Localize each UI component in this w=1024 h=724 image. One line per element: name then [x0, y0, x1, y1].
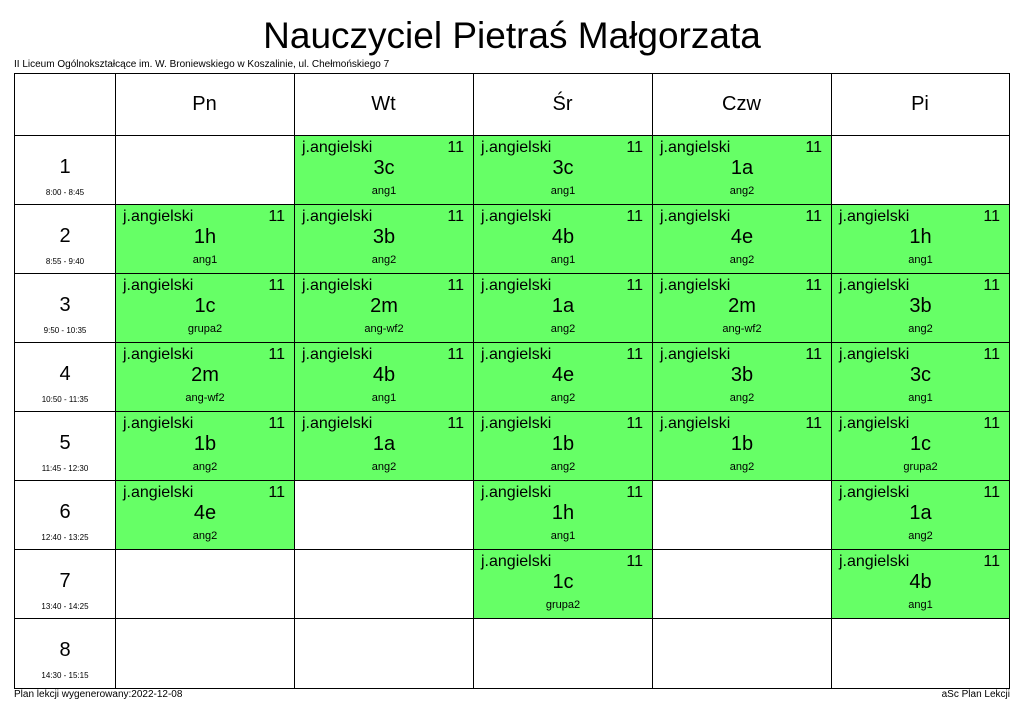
lesson-subject: j.angielski — [123, 346, 194, 363]
lesson-class: 3c — [552, 157, 574, 179]
lesson-subject: j.angielski — [660, 346, 731, 363]
period-time: 14:30 - 15:15 — [41, 671, 89, 680]
lesson-cell — [116, 343, 294, 411]
lesson-room: 11 — [805, 208, 822, 225]
lesson-room: 11 — [626, 139, 643, 156]
lesson-cell — [116, 481, 294, 549]
period-time: 10:50 - 11:35 — [41, 395, 89, 404]
period-number: 2 — [59, 225, 71, 247]
lesson-class: 3b — [372, 226, 396, 248]
period-label — [15, 273, 115, 342]
period-number: 4 — [59, 363, 71, 385]
period-label — [15, 549, 115, 618]
lesson-cell — [653, 412, 831, 480]
lesson-subject: j.angielski — [123, 415, 194, 432]
lesson-group: ang1 — [192, 254, 218, 266]
lesson-group: ang1 — [908, 254, 933, 266]
lesson-cell — [295, 205, 473, 273]
lesson-group: ang2 — [908, 530, 933, 542]
lesson-subject: j.angielski — [660, 277, 731, 294]
lesson-group: grupa2 — [545, 599, 581, 611]
lesson-cell — [832, 205, 1009, 273]
lesson-subject: j.angielski — [481, 277, 552, 294]
generated-date: Plan lekcji wygenerowany:2022-12-08 — [14, 689, 183, 700]
lesson-class: 2m — [728, 295, 756, 317]
lesson-subject: j.angielski — [660, 139, 731, 156]
lesson-cell — [474, 550, 652, 618]
lesson-class: 4b — [909, 571, 932, 593]
lesson-cell — [116, 274, 294, 342]
lesson-class: 1h — [909, 226, 932, 248]
lesson-room: 11 — [447, 346, 464, 363]
lesson-class: 1b — [193, 433, 217, 455]
lesson-group: ang1 — [908, 599, 933, 611]
lesson-group: ang-wf2 — [364, 323, 404, 335]
lesson-subject: j.angielski — [481, 415, 552, 432]
lesson-subject: j.angielski — [481, 208, 552, 225]
grid-column-divider — [831, 74, 832, 688]
lesson-class: 1c — [194, 295, 216, 317]
lesson-group: grupa2 — [187, 323, 223, 335]
lesson-room: 11 — [447, 415, 464, 432]
lesson-subject: j.angielski — [481, 484, 552, 501]
day-header: Czw — [722, 93, 761, 115]
lesson-subject: j.angielski — [839, 553, 910, 570]
lesson-cell — [116, 412, 294, 480]
lesson-subject: j.angielski — [481, 139, 552, 156]
lesson-class: 1b — [730, 433, 754, 455]
lesson-subject: j.angielski — [660, 208, 731, 225]
lesson-cell — [832, 343, 1009, 411]
lesson-class: 1h — [193, 226, 217, 248]
lesson-group: ang1 — [550, 530, 576, 542]
lesson-group: ang2 — [729, 461, 755, 473]
lesson-class: 4e — [193, 502, 217, 524]
lesson-class: 1a — [551, 295, 575, 317]
period-time: 11:45 - 12:30 — [41, 464, 89, 473]
lesson-subject: j.angielski — [481, 553, 552, 570]
lesson-class: 1b — [551, 433, 575, 455]
lesson-room: 11 — [268, 415, 285, 432]
lesson-class: 3c — [909, 364, 932, 386]
lesson-group: ang-wf2 — [722, 323, 762, 335]
lesson-cell — [474, 412, 652, 480]
period-label — [15, 204, 115, 273]
lesson-subject: j.angielski — [660, 415, 731, 432]
lesson-room: 11 — [983, 415, 1000, 432]
period-label — [15, 342, 115, 411]
lesson-room: 11 — [805, 346, 822, 363]
grid-row-divider — [15, 411, 1009, 412]
lesson-subject: j.angielski — [839, 484, 910, 501]
lesson-cell — [653, 274, 831, 342]
grid-row-divider — [15, 135, 1009, 136]
grid-row-divider — [15, 549, 1009, 550]
period-number: 3 — [59, 294, 71, 316]
lesson-cell — [295, 136, 473, 204]
lesson-room: 11 — [983, 277, 1000, 294]
grid-column-divider — [294, 74, 295, 688]
period-number: 1 — [59, 156, 71, 178]
lesson-subject: j.angielski — [123, 484, 194, 501]
lesson-cell — [295, 343, 473, 411]
grid-row-divider — [15, 204, 1009, 205]
lesson-group: ang2 — [729, 254, 755, 266]
lesson-subject: j.angielski — [123, 277, 194, 294]
period-time: 8:55 - 9:40 — [45, 257, 85, 266]
lesson-group: ang1 — [550, 254, 576, 266]
lesson-class: 4e — [551, 364, 575, 386]
grid-row-divider — [15, 618, 1009, 619]
lesson-class: 1a — [372, 433, 396, 455]
lesson-subject: j.angielski — [123, 208, 194, 225]
lesson-subject: j.angielski — [302, 208, 373, 225]
lesson-cell — [832, 412, 1009, 480]
day-header: Śr — [552, 93, 573, 115]
lesson-class: 1a — [730, 157, 754, 179]
lesson-room: 11 — [626, 553, 643, 570]
lesson-room: 11 — [805, 139, 822, 156]
period-time: 12:40 - 13:25 — [41, 533, 89, 542]
grid-row-divider — [15, 480, 1009, 481]
lesson-subject: j.angielski — [302, 346, 373, 363]
lesson-room: 11 — [268, 484, 285, 501]
lesson-room: 11 — [268, 277, 285, 294]
lesson-room: 11 — [983, 553, 1000, 570]
lesson-room: 11 — [983, 484, 1000, 501]
lesson-cell — [474, 136, 652, 204]
grid-column-divider — [473, 74, 474, 688]
lesson-class: 3b — [730, 364, 754, 386]
lesson-subject: j.angielski — [839, 415, 910, 432]
lesson-subject: j.angielski — [302, 139, 373, 156]
lesson-cell — [832, 274, 1009, 342]
period-time: 8:00 - 8:45 — [45, 188, 85, 197]
lesson-group: grupa2 — [903, 461, 938, 473]
period-label — [15, 480, 115, 549]
lesson-class: 4e — [730, 226, 754, 248]
lesson-class: 4b — [372, 364, 396, 386]
day-header: Wt — [371, 93, 396, 115]
period-time: 9:50 - 10:35 — [43, 326, 87, 335]
lesson-room: 11 — [268, 208, 285, 225]
period-label — [15, 135, 115, 204]
lesson-class: 4b — [551, 226, 575, 248]
lesson-group: ang1 — [371, 185, 397, 197]
lesson-group: ang2 — [550, 461, 576, 473]
lesson-group: ang2 — [729, 185, 755, 197]
lesson-class: 3b — [909, 295, 932, 317]
lesson-cell — [653, 136, 831, 204]
school-name: II Liceum Ogólnokształcące im. W. Broniewskiego w Koszalinie, ul. Chełmońskiego 7 — [14, 59, 390, 70]
lesson-group: ang1 — [908, 392, 933, 404]
lesson-subject: j.angielski — [481, 346, 552, 363]
lesson-group: ang2 — [371, 254, 397, 266]
lesson-cell — [474, 274, 652, 342]
lesson-subject: j.angielski — [302, 277, 373, 294]
lesson-cell — [832, 481, 1009, 549]
lesson-group: ang2 — [192, 530, 218, 542]
lesson-group: ang2 — [550, 323, 576, 335]
lesson-room: 11 — [983, 208, 1000, 225]
lesson-group: ang2 — [371, 461, 397, 473]
timetable-grid — [14, 73, 1010, 689]
lesson-cell — [653, 205, 831, 273]
lesson-room: 11 — [626, 415, 643, 432]
lesson-group: ang1 — [550, 185, 576, 197]
period-number: 6 — [59, 501, 71, 523]
period-label — [15, 411, 115, 480]
grid-row-divider — [15, 342, 1009, 343]
lesson-room: 11 — [626, 208, 643, 225]
lesson-group: ang2 — [729, 392, 755, 404]
app-name: aSc Plan Lekcji — [941, 689, 1010, 700]
grid-column-divider — [652, 74, 653, 688]
lesson-class: 2m — [191, 364, 219, 386]
period-number: 8 — [59, 639, 71, 661]
period-number: 7 — [59, 570, 71, 592]
lesson-room: 11 — [983, 346, 1000, 363]
lesson-group: ang2 — [550, 392, 576, 404]
period-label — [15, 618, 115, 688]
grid-row-divider — [15, 273, 1009, 274]
lesson-room: 11 — [447, 277, 464, 294]
lesson-class: 1a — [909, 502, 932, 524]
lesson-room: 11 — [626, 277, 643, 294]
lesson-room: 11 — [805, 415, 822, 432]
lesson-class: 2m — [370, 295, 398, 317]
lesson-group: ang2 — [192, 461, 218, 473]
period-number: 5 — [59, 432, 71, 454]
lesson-room: 11 — [268, 346, 285, 363]
lesson-room: 11 — [447, 139, 464, 156]
lesson-cell — [474, 343, 652, 411]
lesson-cell — [474, 481, 652, 549]
day-header: Pn — [192, 93, 217, 115]
lesson-class: 3c — [373, 157, 395, 179]
lesson-room: 11 — [447, 208, 464, 225]
grid-column-divider — [115, 74, 116, 688]
period-time: 13:40 - 14:25 — [41, 602, 89, 611]
lesson-class: 1h — [551, 502, 575, 524]
day-header: Pi — [911, 93, 929, 115]
lesson-cell — [474, 205, 652, 273]
lesson-cell — [653, 343, 831, 411]
lesson-subject: j.angielski — [839, 208, 910, 225]
lesson-cell — [295, 412, 473, 480]
lesson-group: ang2 — [908, 323, 933, 335]
lesson-room: 11 — [805, 277, 822, 294]
lesson-room: 11 — [626, 346, 643, 363]
lesson-subject: j.angielski — [839, 277, 910, 294]
lesson-class: 1c — [552, 571, 574, 593]
lesson-group: ang-wf2 — [185, 392, 225, 404]
page-title: Nauczyciel Pietraś Małgorzata — [263, 15, 761, 56]
lesson-cell — [295, 274, 473, 342]
lesson-class: 1c — [909, 433, 932, 455]
lesson-subject: j.angielski — [839, 346, 910, 363]
lesson-cell — [116, 205, 294, 273]
lesson-room: 11 — [626, 484, 643, 501]
lesson-cell — [832, 550, 1009, 618]
lesson-group: ang1 — [371, 392, 397, 404]
lesson-subject: j.angielski — [302, 415, 373, 432]
